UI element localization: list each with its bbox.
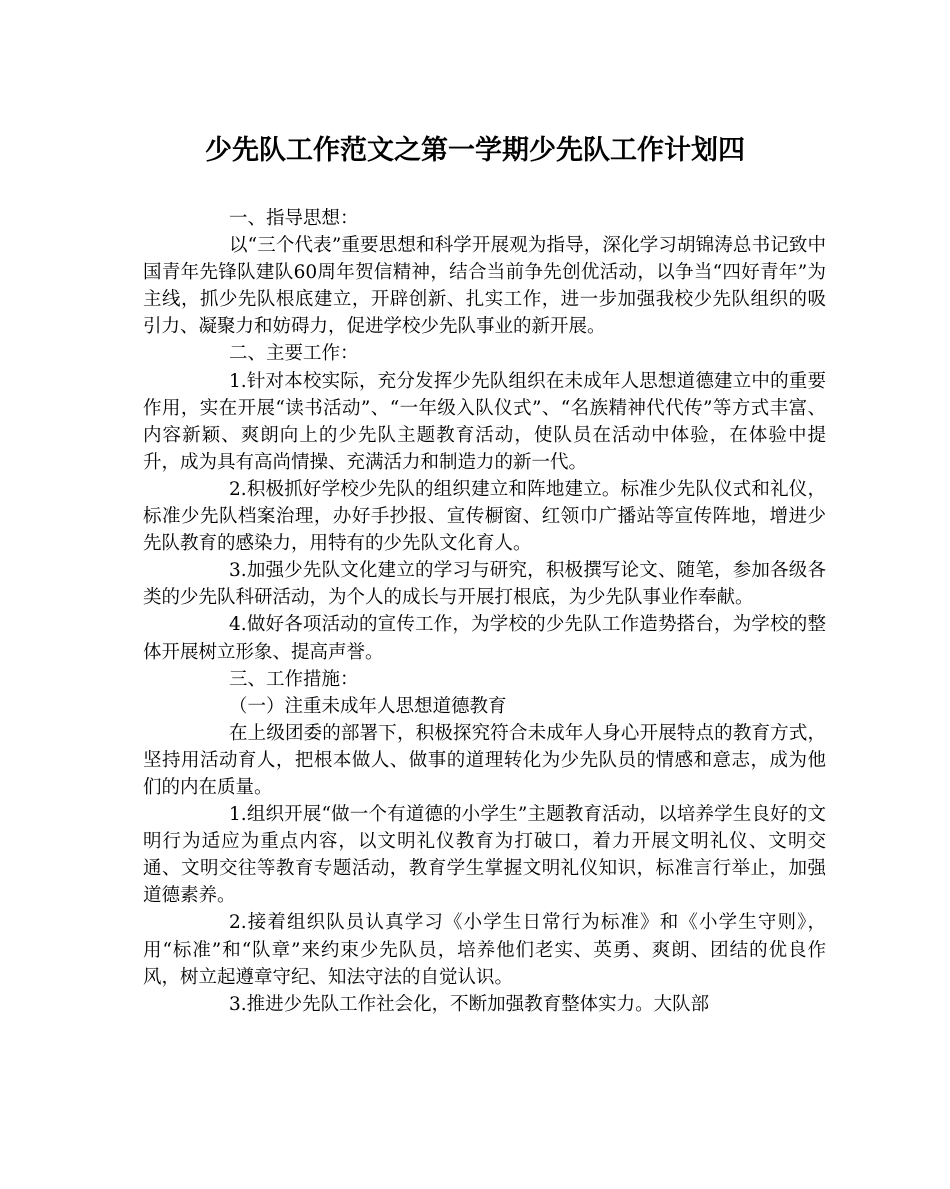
document-body bbox=[143, 205, 826, 1018]
paragraph-main-work-1: 1.针对本校实际，充分发挥少先队组织在未成年人思想道德建立中的重要作用，实在开展“读书活动”、“一年级入队仪式”、“名族精神代代传”等方式丰富、内容新颖、爽朗向上的少先队主题教育活动，使队员在活动中体验，在体验中提升，成为具有高尚情操、充满活力和制造力的新一代。 bbox=[143, 370, 826, 473]
paragraph-main-work-2: 2.积极抓好学校少先队的组织建立和阵地建立。标准少先队仪式和礼仪，标准少先队档案治理，办好手抄报、宣传橱窗、红领巾广播站等宣传阵地，增进少先队教育的感染力，用特有的少先队文化育人。 bbox=[143, 478, 826, 555]
paragraph-main-work-3: 3.加强少先队文化建立的学习与研究，积极撰写论文、随笔，参加各级各类的少先队科研活动，为个人的成长与开展打根底，为少先队事业作奉献。 bbox=[143, 560, 826, 609]
paragraph-moral-education: 在上级团委的部署下，积极探究符合未成年人身心开展特点的教育方式，坚持用活动育人，把根本做人、做事的道理转化为少先队员的情感和意志，成为他们的内在质量。 bbox=[143, 722, 826, 798]
section-heading-main-work: 二、主要工作： bbox=[229, 343, 359, 365]
paragraph-guiding-thought: 以“三个代表”重要思想和科学开展观为指导，深化学习胡锦涛总书记致中国青年先锋队建队60周年贺信精神，结合当前争先创优活动，以争当“四好青年”为主线，抓少先队根底建立，开辟创新、扎实工作，进一步加强我校少先队组织的吸引力、凝聚力和妨碍力，促进学校少先队事业的新开展。 bbox=[143, 235, 826, 338]
section-heading-guiding-thought: 一、指导思想： bbox=[229, 208, 359, 229]
paragraph-measure-3: 3.推进少先队工作社会化，不断加强教育整体实力。大队部 bbox=[229, 993, 710, 1015]
section-heading-measures: 三、工作措施： bbox=[229, 668, 359, 690]
paragraph-main-work-4: 4.做好各项活动的宣传工作，为学校的少先队工作造势搭台，为学校的整体开展树立形象、提高声誉。 bbox=[143, 614, 826, 663]
subsection-heading-moral-education: （一）注重未成年人思想道德教育 bbox=[229, 695, 507, 717]
document-title: 少先队工作范文之第一学期少先队工作计划四 bbox=[205, 135, 745, 166]
paragraph-measure-2: 2.接着组织队员认真学习《小学生日常行为标准》和《小学生守则》，用“标准”和“队章”来约束少先队员，培养他们老实、英勇、爽朗、团结的优良作风，树立起遵章守纪、知法守法的自觉认识。 bbox=[143, 912, 826, 988]
paragraph-measure-1: 1.组织开展“做一个有道德的小学生”主题教育活动，以培养学生良好的文明行为适应为重点内容，以文明礼仪教育为打破口，着力开展文明礼仪、文明交通、文明交往等教育专题活动，教育学生掌握文明礼仪知识，标准言行举止，加强道德素养。 bbox=[143, 804, 826, 907]
